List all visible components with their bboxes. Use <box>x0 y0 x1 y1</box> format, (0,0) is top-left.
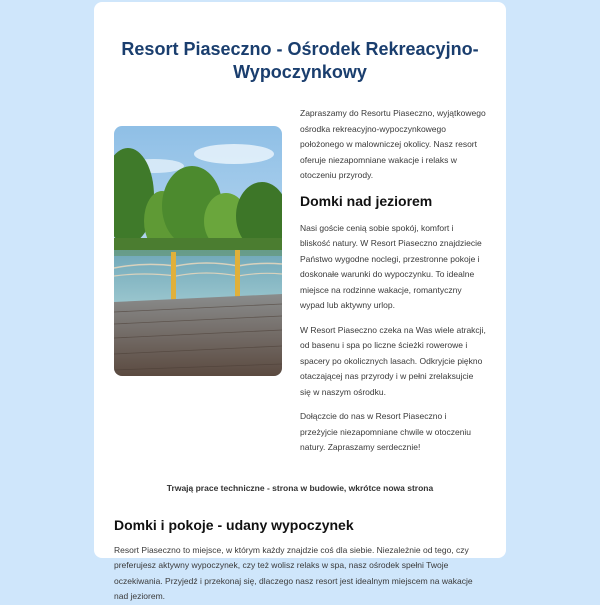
section-paragraph-2: W Resort Piaseczno czeka na Was wiele atrakcji, od basenu i spa po liczne ścieżki rowerowe i spacery po okolicznych lasach. Odkryjcie piękno otaczającej nas przyrody i w pełni zrelaksujcie się w naszym ośrodku. <box>300 324 486 397</box>
page-title: Resort Piaseczno - Ośrodek Rekreacyjno-Wypoczynkowy <box>121 39 479 82</box>
intro-paragraph: Zapraszamy do Resortu Piaseczno, wyjątkowego ośrodka rekreacyjno-wypoczynkowego położonego w malowniczej okolicy. Nasz resort oferuje niezapomniane wakacje i relaks w otoczeniu przyrody. <box>300 108 486 180</box>
section-heading-lake-cabins: Domki nad jeziorem <box>300 192 433 209</box>
section-paragraph-1: Nasi goście cenią sobie spokój, komfort i bliskość natury. W Resort Piaseczno znajdziecie Państwo wygodne noclegi, przestronne pokoje i doskonałe warunki do wypoczynku. To idealne miejsce na rodzinne wakacje, romantyczny wypad lub aktywny urlop. <box>300 222 482 310</box>
section-heading-rooms: Domki i pokoje - udany wypoczynek <box>114 516 354 533</box>
content-card <box>94 2 506 601</box>
intro-row <box>114 106 486 465</box>
maintenance-notice: Trwają prace techniczne - strona w budowie, wkrótce nowa strona <box>166 482 434 493</box>
lake-pier-image <box>114 126 282 376</box>
intro-text-column <box>300 106 486 465</box>
section-paragraph-3: Dołączcie do nas w Resort Piaseczno i przeżyjcie niezapomniane chwile w otoczeniu natury. Zapraszamy serdecznie! <box>300 411 472 452</box>
rooms-paragraph: Resort Piaseczno to miejsce, w którym każdy znajdzie coś dla siebie. Niezależnie od tego, czy preferujesz aktywny wypoczynek, czy też wolisz relaks w spa, nasz ośrodek spełni Twoje oczekiwania. Przyjedź i przekonaj się, dlaczego nasz resort jest idealnym miejscem na wakacje nad jeziorem. <box>114 544 473 601</box>
